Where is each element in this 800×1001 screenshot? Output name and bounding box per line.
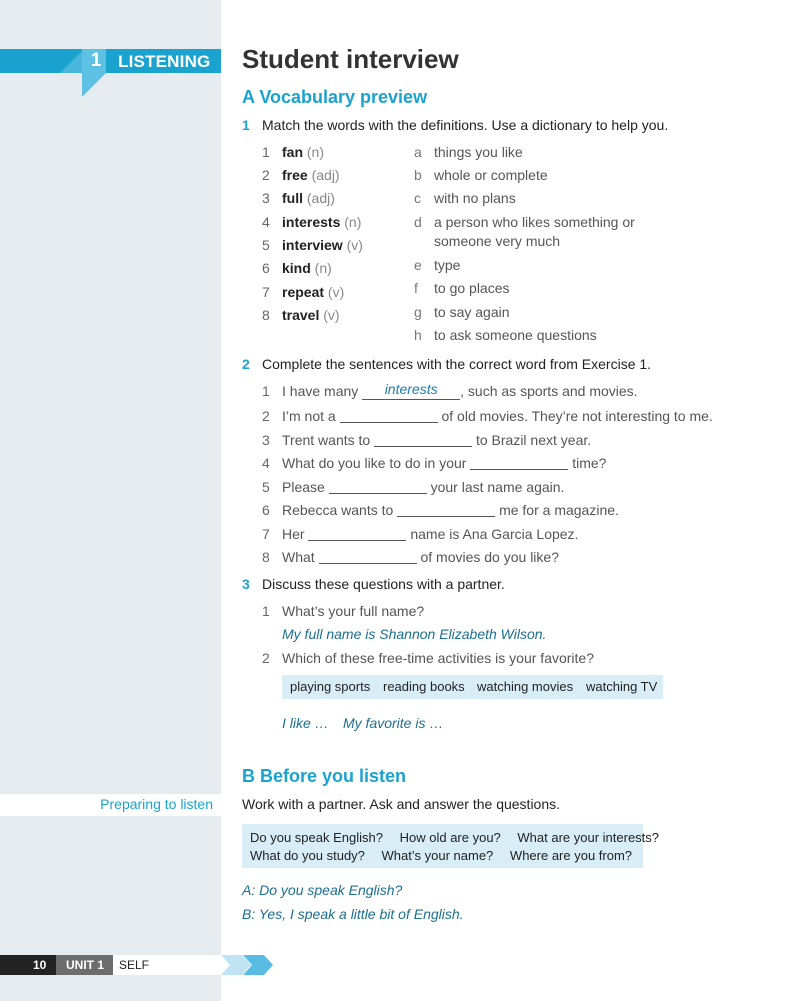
b-instruction: Work with a partner. Ask and answer the questions. bbox=[242, 796, 561, 812]
word-item: 3 full (adj) bbox=[262, 190, 335, 206]
question-chip: Where are you from? bbox=[509, 848, 633, 863]
word-item: 8 travel (v) bbox=[262, 307, 340, 323]
section-number: 1 bbox=[90, 50, 102, 71]
sentence-item: 6 Rebecca wants to me for a magazine. bbox=[262, 502, 619, 518]
ex1-number: 1 bbox=[242, 117, 250, 133]
ex3-instruction bbox=[242, 576, 505, 592]
definition-item: a things you like bbox=[414, 144, 523, 160]
page-title: Student interview bbox=[242, 44, 459, 74]
questions-line bbox=[250, 848, 645, 863]
unit-label: UNIT 1 bbox=[66, 958, 105, 972]
sentence-item: 8 What of movies do you like? bbox=[262, 549, 559, 565]
ex2-text: Complete the sentences with the correct word from Exercise 1. bbox=[262, 356, 652, 372]
word-item: 6 kind (n) bbox=[262, 260, 332, 276]
sidebar bbox=[0, 0, 221, 1001]
answer-blank[interactable] bbox=[397, 502, 495, 517]
word-item: 5 interview (v) bbox=[262, 237, 363, 253]
definition-item: g to say again bbox=[414, 304, 510, 320]
activity-chip: watching movies bbox=[477, 679, 574, 694]
definition-item: c with no plans bbox=[414, 190, 516, 206]
definition-item-cont: someone very much bbox=[434, 233, 561, 249]
activity-chip: watching TV bbox=[586, 679, 658, 694]
activity-chip: playing sports bbox=[290, 679, 371, 694]
sentence-item: 3 Trent wants to to Brazil next year. bbox=[262, 432, 592, 448]
answer-blank[interactable] bbox=[340, 408, 438, 423]
answer-blank[interactable]: interests bbox=[362, 385, 460, 400]
definition-item: h to ask someone questions bbox=[414, 327, 597, 343]
ex2-instruction bbox=[242, 356, 652, 372]
example-answer: My full name is Shannon Elizabeth Wilson. bbox=[282, 626, 547, 642]
answer-blank[interactable] bbox=[319, 549, 417, 564]
question-chip: Do you speak English? bbox=[250, 830, 383, 845]
ex1-instruction bbox=[242, 117, 669, 133]
answer-blank[interactable] bbox=[470, 455, 568, 470]
answer-blank[interactable] bbox=[374, 432, 472, 447]
activities-box bbox=[282, 675, 663, 699]
sentence-item: 5 Please your last name again. bbox=[262, 479, 565, 495]
section-label: LISTENING bbox=[118, 52, 211, 71]
definition-item: e type bbox=[414, 257, 461, 273]
ex2-number: 2 bbox=[242, 356, 250, 372]
dialogue-line-a: A: Do you speak English? bbox=[242, 882, 403, 898]
definition-item: b whole or complete bbox=[414, 167, 548, 183]
page-number: 10 bbox=[33, 958, 47, 972]
ex1-text: Match the words with the definitions. Use a dictionary to help you. bbox=[262, 117, 669, 133]
dialogue-line-b: B: Yes, I speak a little bit of English. bbox=[242, 906, 464, 922]
sentence-item: 2 I’m not a of old movies. They’re not interesting to me. bbox=[262, 408, 713, 424]
answer-blank[interactable] bbox=[308, 526, 406, 541]
question-item: 1 What’s your full name? bbox=[262, 603, 425, 619]
question-item: 2 Which of these free-time activities is your favorite? bbox=[262, 650, 595, 666]
question-chip: How old are you? bbox=[399, 830, 501, 845]
section-a-heading: A Vocabulary preview bbox=[242, 87, 428, 107]
word-item: 4 interests (n) bbox=[262, 214, 362, 230]
word-item: 2 free (adj) bbox=[262, 167, 340, 183]
prompt-like: I like … bbox=[282, 715, 329, 731]
word-item: 1 fan (n) bbox=[262, 144, 325, 160]
unit-title: SELF bbox=[119, 958, 150, 972]
sentence-item: 1 I have many interests , such as sports and movies. bbox=[262, 381, 638, 399]
definition-item: d a person who likes something or bbox=[414, 214, 635, 230]
question-chip: What’s your name? bbox=[381, 848, 494, 863]
question-chip: What are your interests? bbox=[517, 830, 660, 845]
definition-item: f to go places bbox=[414, 280, 510, 296]
ex3-number: 3 bbox=[242, 576, 250, 592]
footer-page-block bbox=[0, 955, 56, 975]
sentence-item: 4 What do you like to do in your time? bbox=[262, 455, 607, 471]
word-item: 7 repeat (v) bbox=[262, 284, 345, 300]
activity-chip: reading books bbox=[383, 679, 465, 694]
answer-blank[interactable] bbox=[329, 479, 427, 494]
preparing-label: Preparing to listen bbox=[100, 796, 213, 812]
ex3-text: Discuss these questions with a partner. bbox=[262, 576, 505, 592]
question-chip: What do you study? bbox=[250, 848, 365, 863]
questions-box bbox=[242, 824, 660, 868]
sentence-item: 7 Her name is Ana Garcia Lopez. bbox=[262, 526, 579, 542]
prompt-favorite: My favorite is … bbox=[343, 715, 444, 731]
section-b-heading: B Before you listen bbox=[242, 766, 407, 786]
questions-line bbox=[250, 830, 672, 845]
